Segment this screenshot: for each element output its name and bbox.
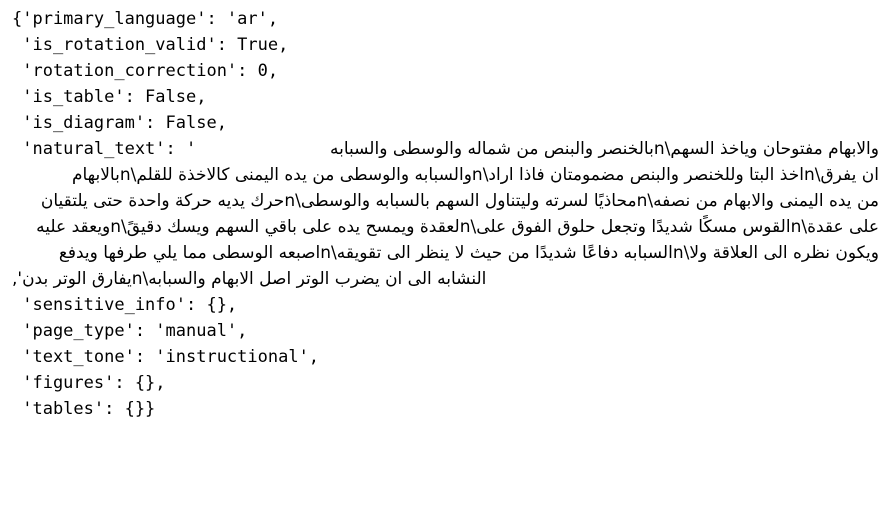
- natural-text-row: والابهام مفتوحان وياخذ السهم\nبالخنصر والبنص من شماله والوسطى والسبابه: [329, 139, 879, 159]
- natural-text-row: على عقدة\nالقوس مسكًا شديدًا وتجعل حلوق الفوق على\nلعقدة ويمسح يده على باقي السهم ويسك دقيقً\nويعقد عليه: [36, 217, 879, 237]
- dict-line: 'is_rotation_valid': True,: [12, 35, 289, 55]
- natural-text-row: ويكون نظره الى العلاقة ولا\nالسبابه دفاعًا شديدًا من حيث لا ينظر الى تقويقه\nاصبعه الوسطى مما يلي طرفها ويدفع: [58, 243, 879, 263]
- natural-text-row: من يده اليمنى والابهام من نصفه\nمحاذيًا لسرته وليتناول السهم بالسبابه والوسطى\nحرك يديه حركة واحدة حتى يلتقيان: [40, 191, 879, 211]
- natural-text-key: 'natural_text': ': [12, 139, 197, 159]
- natural-text-row: النشابه الى ان يضرب الوتر اصل الابهام والسبابه\nيفارق الوتر بدن',: [12, 269, 487, 289]
- natural-text-line: [12, 136, 879, 162]
- dict-line: {'primary_language': 'ar',: [12, 9, 279, 29]
- natural-text-row: ان يفرق\nاخذ البتا وللخنصر والبنص مضمومتان فاذا اراد\nوالسبابه والوسطى من يده اليمنى كالاخذة للقلم\nبالابهام: [71, 165, 879, 185]
- dict-line: 'tables': {}}: [12, 399, 156, 419]
- dict-line: 'rotation_correction': 0,: [12, 61, 279, 81]
- dict-line: 'is_table': False,: [12, 87, 207, 107]
- dict-line: 'figures': {},: [12, 373, 166, 393]
- dict-line: 'text_tone': 'instructional',: [12, 347, 320, 367]
- dict-line: 'sensitive_info': {},: [12, 295, 238, 315]
- dict-line: 'page_type': 'manual',: [12, 321, 248, 341]
- dict-line: 'is_diagram': False,: [12, 113, 227, 133]
